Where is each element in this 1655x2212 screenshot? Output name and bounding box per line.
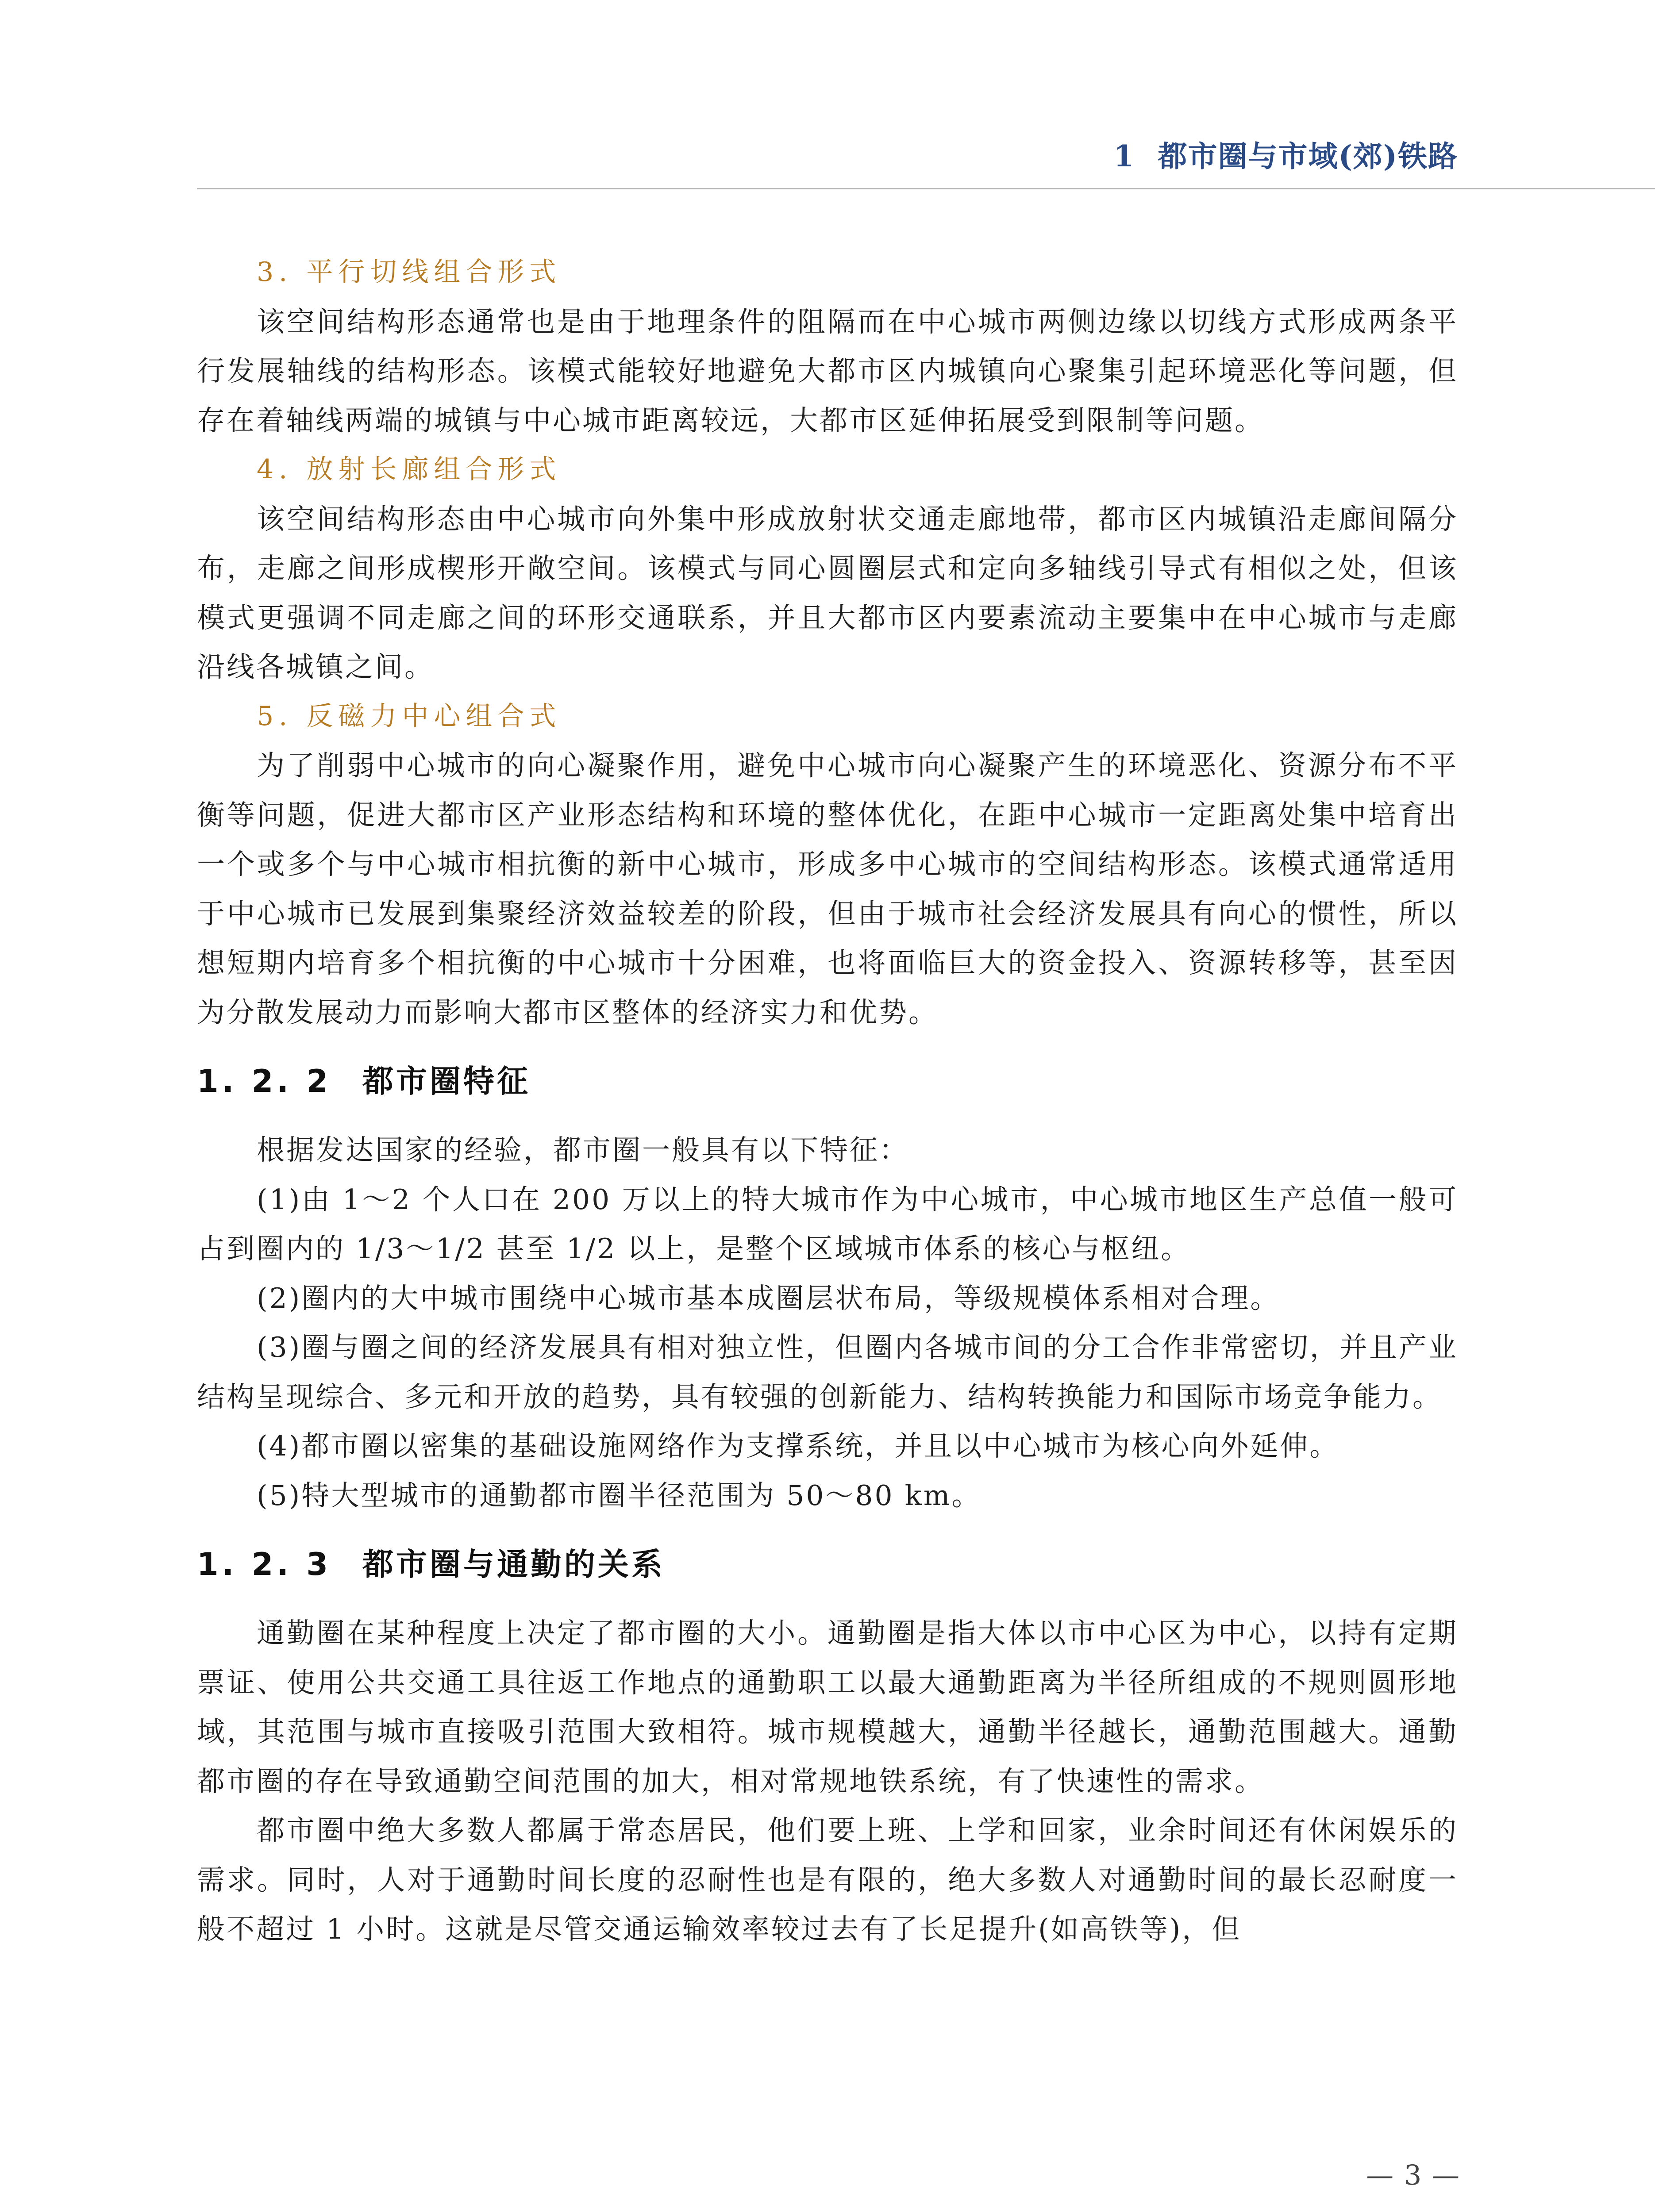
paragraph: 根据发达国家的经验，都市圈一般具有以下特征： xyxy=(257,1134,909,1166)
subheading-parallel-tangent: 3. 平行切线组合形式 xyxy=(257,257,562,288)
subheading-counter-magnet: 5. 反磁力中心组合式 xyxy=(257,700,562,732)
paragraph: 通勤圈在某种程度上决定了都市圈的大小。通勤圈是指大体以市中心区为中心，以持有定期票证、使用公共交通工具往返工作地点的通勤职工以最大通勤距离为半径所组成的不规则圆形地域，其范围与城市直接吸引范围大致相符。城市规模越大，通勤半径越长，通勤范围越大。通勤都市圈的存在导致通勤空间范围的加大，相对常规地铁系统，有了快速性的需求。 xyxy=(197,1617,1458,1797)
header-divider xyxy=(197,188,1655,189)
section-number: 1. 2. 2 xyxy=(197,1063,332,1099)
paragraph: 为了削弱中心城市的向心凝聚作用，避免中心城市向心凝聚产生的环境恶化、资源分布不平衡等问题，促进大都市区产业形态结构和环境的整体优化，在距中心城市一定距离处集中培育出一个或多个与中心城市相抗衡的新中心城市，形成多中心城市的空间结构形态。该模式通常适用于中心城市已发展到集聚经济效益较差的阶段，但由于城市社会经济发展具有向心的惯性，所以想短期内培育多个相抗衡的中心城市十分困难，也将面临巨大的资金投入、资源转移等，甚至因为分散发展动力而影响大都市区整体的经济实力和优势。 xyxy=(197,749,1458,1029)
section-number: 1. 2. 3 xyxy=(197,1546,332,1582)
section-heading-1-2-3 xyxy=(197,1538,1458,1591)
list-item: (2)圈内的大中城市围绕中心城市基本成圈层状布局，等级规模体系相对合理。 xyxy=(257,1282,1280,1314)
chapter-number: 1 xyxy=(1113,139,1135,173)
paragraph: 该空间结构形态由中心城市向外集中形成放射状交通走廊地带，都市区内城镇沿走廊间隔分布，走廊之间形成楔形开敞空间。该模式与同心圆圈层式和定向多轴线引导式有相似之处，但该模式更强调不同走廊之间的环形交通联系，并且大都市区内要素流动主要集中在中心城市与走廊沿线各城镇之间。 xyxy=(197,503,1458,683)
list-item: (4)都市圈以密集的基础设施网络作为支撑系统，并且以中心城市为核心向外延伸。 xyxy=(257,1430,1339,1462)
page-number: — 3 — xyxy=(1366,2159,1460,2191)
list-item: (5)特大型城市的通勤都市圈半径范围为 50～80 km。 xyxy=(257,1479,981,1512)
chapter-title: 都市圈与市域(郊)铁路 xyxy=(1158,139,1458,173)
paragraph: 都市圈中绝大多数人都属于常态居民，他们要上班、上学和回家，业余时间还有休闲娱乐的需求。同时，人对于通勤时间长度的忍耐性也是有限的，绝大多数人对通勤时间的最长忍耐度一般不超过 1 小时。这就是尽管交通运输效率较过去有了长足提升(如高铁等)，但 xyxy=(197,1814,1458,1945)
subheading-radial-corridor: 4. 放射长廊组合形式 xyxy=(257,454,562,485)
section-heading-1-2-2 xyxy=(197,1055,1458,1108)
list-item: (3)圈与圈之间的经济发展具有相对独立性，但圈内各城市间的分工合作非常密切，并且产业结构呈现综合、多元和开放的趋势，具有较强的创新能力、结构转换能力和国际市场竞争能力。 xyxy=(197,1331,1458,1413)
paragraph: 该空间结构形态通常也是由于地理条件的阻隔而在中心城市两侧边缘以切线方式形成两条平行发展轴线的结构形态。该模式能较好地避免大都市区内城镇向心聚集引起环境恶化等问题，但存在着轴线两端的城镇与中心城市距离较远，大都市区延伸拓展受到限制等问题。 xyxy=(197,305,1458,437)
page-body xyxy=(197,248,1458,1954)
section-title: 都市圈特征 xyxy=(362,1063,531,1099)
running-header xyxy=(1114,133,1458,175)
section-title: 都市圈与通勤的关系 xyxy=(362,1546,666,1582)
list-item: (1)由 1～2 个人口在 200 万以上的特大城市作为中心城市，中心城市地区生产总值一般可占到圈内的 1/3～1/2 甚至 1/2 以上，是整个区域城市体系的核心与枢纽。 xyxy=(197,1183,1458,1265)
